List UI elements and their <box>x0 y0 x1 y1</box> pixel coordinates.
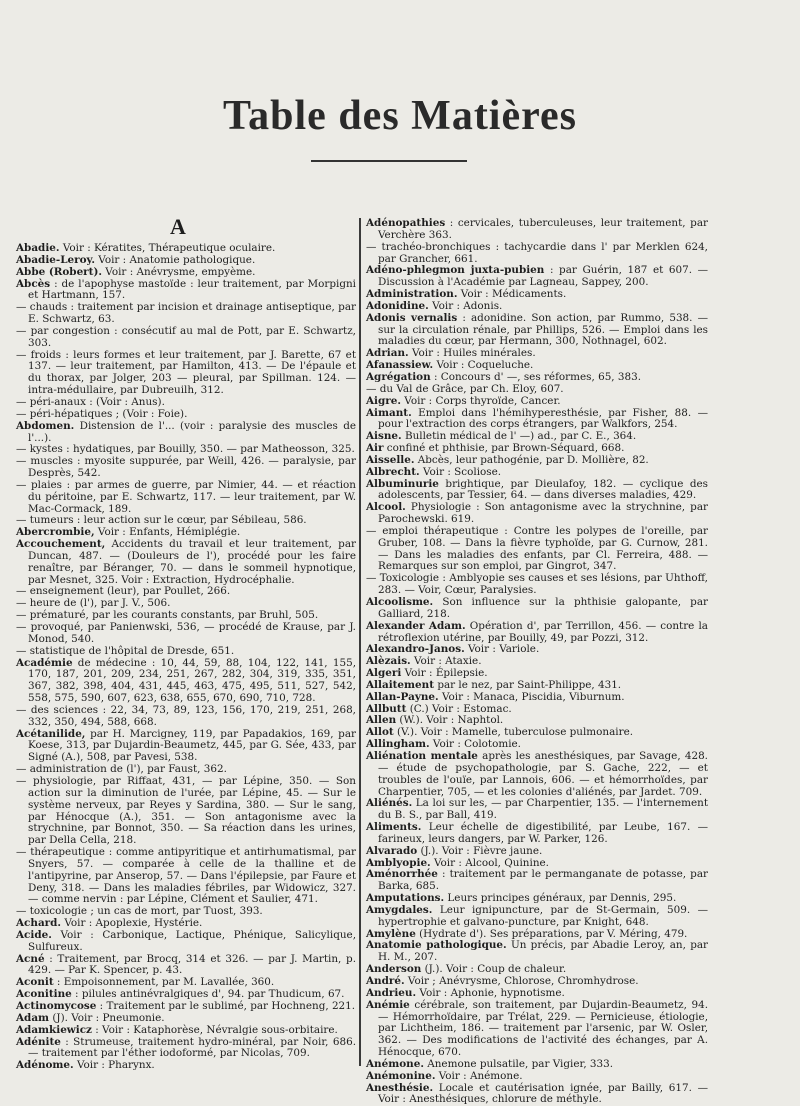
entry-text: — toxicologie ; un cas de mort, par Tuost, 393. <box>16 905 263 918</box>
entry-heading: Amblyopie. <box>366 856 431 869</box>
entry-text: Abcès, leur pathogénie, par D. Mollière, 82. <box>414 453 649 466</box>
entry-heading: Amylène <box>366 927 416 940</box>
entry-text: Voir : Enfants, Hémiplégie. <box>94 526 241 539</box>
entry-text: Bulletin médical de l' —) ad., par C. E., 364. <box>401 430 637 443</box>
entry-text: : de l'apophyse mastoïde : leur traitement, par Morpigni et Hartmann, 157. <box>28 277 356 302</box>
index-entry <box>366 798 708 822</box>
entry-text: — du Val de Grâce, par Ch. Eloy, 607. <box>366 382 564 395</box>
entry-text: Voir : Pharynx. <box>73 1059 155 1072</box>
index-entry <box>16 954 356 978</box>
entry-heading: Alèzais. <box>366 655 411 668</box>
title-divider <box>311 160 467 162</box>
section-letter: A <box>170 214 186 239</box>
entry-text: Voir : Huiles minérales. <box>408 347 536 360</box>
entry-heading: Amputations. <box>366 892 445 905</box>
index-entry <box>16 480 356 516</box>
entry-heading: Adam <box>16 1011 50 1024</box>
entry-text: Anemone pulsatile, par Vigier, 333. <box>423 1057 614 1070</box>
entry-text: (J.). Voir : Coup de chaleur. <box>421 963 567 976</box>
index-entry <box>16 847 356 906</box>
entry-text: après les anesthésiques, par Savage, 428. — étude de psychopathologie, par S. Gache, 222, — et troubles de l'ouïe, par Lannois, 606. — et hémorrhoïdes, par Charpentier, 705, — et les colonies d'aliénés, par Jardet. 709. <box>378 749 708 798</box>
entry-heading: Abercrombie, <box>16 526 95 539</box>
entry-heading: Aigre. <box>366 394 401 407</box>
entry-heading: Adonis vernalis <box>366 311 458 324</box>
entry-heading: Agrégation <box>366 370 431 383</box>
entry-text: — trachéo-bronchiques : tachycardie dans l' par Merklen 624, par Grancher, 661. <box>366 240 708 265</box>
index-entry <box>16 729 356 765</box>
entry-heading: Aconit <box>16 976 54 989</box>
entry-heading: Anémonine. <box>366 1069 436 1082</box>
entry-heading: Alexandro-Janos. <box>366 643 465 656</box>
entry-heading: Afanassiew. <box>366 359 434 372</box>
entry-text: — emploi thérapeutique : Contre les polypes de l'oreille, par Gruber, 108. — Dans la fièvre typhoïde, par G. Curnow, 281. — Dans les maladies des enfants, par Cl. Ferreira, 488. — Remarques sur son emploi, par Gingrot, 347. <box>366 524 708 573</box>
index-entry <box>366 1000 708 1059</box>
entry-text: par H. Marcigney, 119, par Papadakios, 169, par Koese, 313, par Dujardin-Beaumetz, 445, par G. Sée, 433, par Signé (A.), 508, par Pavesi, 538. <box>28 727 356 764</box>
entry-heading: Allaitement <box>366 678 435 691</box>
entry-text: Voir : Carbonique, Lactique, Phénique, Salicylique, Sulfureux. <box>28 928 356 953</box>
entry-heading: Achard. <box>16 917 62 930</box>
entry-text: (C.) Voir : Estomac. <box>406 702 512 715</box>
entry-heading: Aménorrhée <box>366 868 438 881</box>
index-entry <box>366 242 708 266</box>
entry-heading: Aliments. <box>366 821 422 834</box>
entry-heading: Adonidine. <box>366 299 429 312</box>
entry-text: Leur ignipuncture, par de St-Germain, 509. — hypertrophie et galvano-puncture, par Knight, 648. <box>378 903 708 928</box>
entry-text: — péri-hépatiques ; (Voir : Foie). <box>16 407 188 420</box>
index-entry <box>16 705 356 729</box>
entry-heading: Adénopathies <box>366 217 446 229</box>
index-entry <box>366 265 708 289</box>
index-entry <box>16 456 356 480</box>
entry-text: : Traitement par le sublimé, par Hochneng, 221. <box>96 1000 356 1012</box>
entry-text: Leur échelle de digestibilité, par Leube, 167. — farineux, leurs dangers, par W. Parker, 126. <box>378 821 708 845</box>
entry-heading: Albrecht. <box>366 465 420 478</box>
entry-heading: Abbe (Robert). <box>16 265 102 278</box>
index-entry <box>16 776 356 847</box>
entry-heading: Aisselle. <box>366 453 415 466</box>
entry-text: : pilules antinévralgiques d', 94. par Thudicum, 67. <box>71 988 345 1001</box>
entry-text: — statistique de l'hôpital de Dresde, 651. <box>16 644 235 657</box>
entry-text: : Strumeuse, traitement hydro-minéral, par Noir, 686. — traitement par l'éther iodoformé, par Nicolas, 709. <box>28 1035 356 1060</box>
entry-heading: Alcoolisme. <box>366 596 434 608</box>
entry-heading: Alvarado <box>366 844 418 857</box>
entry-heading: Allen <box>366 714 397 727</box>
index-entry <box>366 502 708 526</box>
left-column <box>16 242 356 1072</box>
entry-text: — des sciences : 22, 34, 73, 89, 123, 156, 170, 219, 251, 268, 332, 350, 494, 588, 668. <box>16 703 356 728</box>
right-column <box>366 217 709 1106</box>
entry-text: : adonidine. Son action, par Rummo, 538. — sur la circulation rénale, par Phillips, 526. — Emploi dans les maladies du cœur, par Hermann, 300, Nothnagel, 602. <box>378 311 708 348</box>
entry-text: par le nez, par Saint-Philippe, 431. <box>434 678 622 691</box>
entry-text: Voir : Médicaments. <box>457 288 567 301</box>
entry-text: Voir : Épilepsie. <box>401 667 488 680</box>
entry-text: — Toxicologie : Amblyopie ses causes et ses lésions, par Uhthoff, 283. — Voir, Cœur, Paralysies. <box>366 572 708 597</box>
entry-text: : traitement par le permanganate de potasse, par Barka, 685. <box>378 868 708 893</box>
entry-text: — heure de (l'), par J. V., 506. <box>16 597 171 610</box>
index-entry <box>16 539 356 586</box>
entry-heading: Acide. <box>16 928 52 941</box>
index-entry <box>366 573 708 597</box>
entry-heading: Actinomycose <box>16 1000 97 1012</box>
entry-heading: Anémie <box>366 998 410 1011</box>
entry-heading: Acné <box>16 952 45 965</box>
entry-text: Voir : Apoplexie, Hystérie. <box>61 917 203 930</box>
entry-text: — physiologie, par Riffaat, 431, — par Lépine, 350. — Son action sur la diminution de l'urée, par Lépine, 45. — Sur le système nerveux, par Reyes y Sardina, 380. — Sur le sang, par Hénocque (A.), 351. — Son antagonisme avec la strychnine, par Bonnot, 350. — Sa réaction dans les urines, par Della Cella, 218. <box>16 774 356 847</box>
entry-text: (V.). Voir : Mamelle, tuberculose pulmonaire. <box>393 726 634 739</box>
entry-heading: Acétanilide, <box>16 727 86 740</box>
index-entry <box>366 940 708 964</box>
entry-text: Voir : Adonis. <box>428 299 503 312</box>
index-entry <box>366 408 708 432</box>
index-entry <box>366 905 708 929</box>
entry-text: Locale et cautérisation ignée, par Bailly, 617. — Voir : Anesthésiques, chlorure de méthyle. <box>378 1081 708 1106</box>
entry-text: : par Guérin, 187 et 607. — Discussion à l'Académie par Lagneau, Sappey, 200. <box>378 264 709 289</box>
entry-heading: André. <box>366 975 405 987</box>
entry-text: Voir : Aphonie, hypnotisme. <box>416 986 565 999</box>
entry-text: — provoqué, par Panienwski, 536, — procédé de Krause, par J. Monod, 540. <box>16 621 356 645</box>
entry-text: : Voir : Kataphorèse, Névralgie sous-orbitaire. <box>91 1023 338 1036</box>
entry-text: Leurs principes généraux, par Dennis, 295. <box>444 892 677 905</box>
entry-text: Voir : Manaca, Piscidia, Viburnum. <box>438 690 625 703</box>
entry-text: de médecine : 10, 44, 59, 88, 104, 122, 141, 155, 170, 187, 201, 209, 234, 251, 267, 282, 304, 319, 335, 351, 367, 382, 398, 404, 431, 445, 463, 475, 495, 511, 527, 542, 558, 575, 590, 607, 623, 638, 655, 670, 690, 710, 728. <box>28 656 356 705</box>
entry-text: — muscles : myosite suppurée, par Weill, 426. — paralysie, par Desprès, 542. <box>16 455 356 480</box>
index-entry <box>16 350 356 397</box>
entry-text: Voir : Variole. <box>464 643 540 656</box>
entry-text: — enseignement (leur), par Poullet, 266. <box>16 585 231 598</box>
entry-heading: Anémone. <box>366 1057 424 1070</box>
entry-text: Un précis, par Abadie Leroy, an, par H. M., 207. <box>378 939 709 964</box>
entry-heading: Abadie-Leroy. <box>16 253 95 266</box>
index-entry <box>16 302 356 326</box>
entry-heading: Anatomie pathologique. <box>366 939 507 952</box>
entry-heading: Algeri <box>366 667 402 680</box>
entry-text: — plaies : par armes de guerre, par Nimier, 44. — et réaction du péritoine, par E. Schwartz, 117. — leur traitement, par W. Mac-Cormack, 189. <box>16 478 356 515</box>
entry-text: cérébrale, son traitement, par Dujardin-Beaumetz, 94. — Hémorrhoïdaire, par Trélat, 229. — Pernicieuse, étiologie, par Lichtheim, 186. — traitement par l'arsenic, par W. Osler, 362. — Des modifications de l'activité des échanges, par A. Hénocque, 670. <box>378 998 708 1059</box>
entry-text: Opération d', par Terrillon, 456. — contre la rétroflexion utérine, par Bouilly, 49, par Pozzi, 312. <box>378 619 708 644</box>
entry-heading: Aimant. <box>366 406 412 419</box>
entry-text: Voir ; Anévrysme, Chlorose, Chromhydrose. <box>404 975 639 987</box>
entry-text: : Empoisonnement, par M. Lavallée, 360. <box>53 976 275 989</box>
entry-text: — tumeurs : leur action sur le cœur, par Sébileau, 586. <box>16 514 307 527</box>
entry-heading: Adrian. <box>366 347 409 360</box>
index-entry <box>366 751 708 798</box>
page-title: Table des Matières <box>223 93 577 139</box>
entry-heading: Adamkiewicz <box>16 1023 92 1036</box>
entry-text: confiné et phthisie, par Brown-Séquard, 668. <box>383 442 625 455</box>
entry-text: (Hydrate d'). Ses préparations, par V. Méring, 479. <box>415 927 688 940</box>
entry-heading: Allbutt <box>366 702 407 715</box>
index-entry <box>16 930 356 954</box>
index-entry <box>16 1060 356 1072</box>
entry-text: : Concours d' —, ses réformes, 65, 383. <box>430 370 642 383</box>
entry-heading: Andrieu. <box>366 986 417 999</box>
entry-text: (J). Voir : Pneumonie. <box>49 1011 165 1024</box>
index-entry <box>16 622 356 646</box>
index-entry <box>16 326 356 350</box>
index-entry <box>16 279 356 303</box>
entry-heading: Amygdales. <box>366 903 433 916</box>
index-entry <box>366 479 708 503</box>
entry-text: — administration de (l'), par Faust, 362. <box>16 763 227 776</box>
entry-text: Voir : Corps thyroïde, Cancer. <box>400 394 561 407</box>
entry-text: : cervicales, tuberculeuses, leur traitement, par Verchère 363. <box>378 217 708 241</box>
entry-text: (J.). Voir : Fièvre jaune. <box>417 844 543 857</box>
entry-text: : Traitement, par Brocq, 314 et 326. — par J. Martin, p. 429. — Par K. Spencer, p. 43. <box>28 952 356 977</box>
index-entry <box>16 1037 356 1061</box>
entry-text: (W.). Voir : Naphtol. <box>396 714 504 727</box>
entry-text: Emploi dans l'hémihyperesthésie, par Fisher, 88. — pour l'extraction des corps étrangers, par Walkfors, 254. <box>378 406 708 431</box>
entry-text: — prématuré, par les courants constants, par Bruhl, 505. <box>16 609 319 622</box>
entry-heading: Allot <box>366 726 394 739</box>
entry-text: — péri-anaux : (Voir : Anus). <box>16 395 165 408</box>
entry-heading: Adénite <box>16 1035 61 1048</box>
entry-heading: Abadie. <box>16 242 60 254</box>
entry-heading: Allingham. <box>366 738 430 751</box>
entry-heading: Accouchement, <box>16 538 106 551</box>
entry-heading: Aliénation mentale <box>366 749 478 762</box>
entry-text: Voir : Ataxie. <box>410 655 482 668</box>
entry-text: — kystes : hydatiques, par Bouilly, 350. — par Matheosson, 325. <box>16 443 355 456</box>
index-entry <box>16 658 356 705</box>
entry-text: Accidents du travail et leur traitement, par Duncan, 487. — (Douleurs de l'), procédé pour les faire renaître, par Béranger, 70. — dans le sommeil hypnotique, par Mesnet, 325. Voir : Extraction, Hydrocéphalie. <box>28 538 356 586</box>
index-entry <box>366 869 708 893</box>
index-entry <box>16 421 356 445</box>
entry-text: — par congestion : consécutif au mal de Pott, par E. Schwartz, 303. <box>16 324 356 349</box>
entry-text: Distension de l'... (voir : paralysie des muscles de l'...). <box>28 419 356 444</box>
index-entry <box>366 822 708 846</box>
entry-heading: Abcès <box>16 277 51 290</box>
entry-heading: Allan-Payne. <box>366 690 439 703</box>
entry-heading: Aisne. <box>366 430 402 443</box>
entry-heading: Adéno-phlegmon juxta-pubien <box>366 264 545 277</box>
entry-text: brightique, par Dieulafoy, 182. — cyclique des adolescents, par Tessier, 64. — dans diverses maladies, 429. <box>378 477 708 502</box>
index-entry <box>366 526 708 573</box>
index-entry <box>366 218 708 242</box>
entry-heading: Aconitine <box>16 988 72 1001</box>
entry-text: Physiologie : Son antagonisme avec la strychnine, par Parochewski. 619. <box>378 501 708 526</box>
index-entry <box>366 313 708 349</box>
entry-heading: Abdomen. <box>16 419 75 432</box>
entry-heading: Air <box>366 442 384 455</box>
entry-text: — thérapeutique : comme antipyritique et antirhumatismal, par Snyers, 57. — comparée à celle de la thalline et de l'antipyrine, par Anserop, 57. — Dans l'épilepsie, par Faure et Deny, 318. — Dans les maladies fébriles, par Widowicz, 327. — comme nervin : par Lépine, Clément et Saulier, 471. <box>16 846 356 906</box>
entry-text: Voir : Alcool, Quinine. <box>430 856 549 869</box>
entry-heading: Académie <box>16 656 73 669</box>
entry-heading: Anesthésie. <box>366 1081 434 1094</box>
index-entry <box>366 597 708 621</box>
index-entry <box>366 1083 708 1106</box>
entry-text: Voir : Anatomie pathologique. <box>94 253 256 266</box>
entry-text: Voir : Coqueluche. <box>433 359 534 372</box>
entry-heading: Aliénés. <box>366 797 413 810</box>
entry-text: Voir : Anémone. <box>435 1069 523 1082</box>
entry-text: — froids : leurs formes et leur traitement, par J. Barette, 67 et 137. — leur traitement, par Hamilton, 413. — De l'épaule et du thorax, par Jolger, 203 — pleural, par Spillman. 124. — intra-médullaire, par Dubreuilh, 312. <box>16 348 356 397</box>
entry-heading: Alcool. <box>366 501 406 514</box>
entry-heading: Anderson <box>366 963 422 976</box>
entry-text: — chauds : traitement par incision et drainage antiseptique, par E. Schwartz, 63. <box>16 301 356 326</box>
entry-heading: Alexander Adam. <box>366 619 466 632</box>
entry-text: Voir : Kératites, Thérapeutique oculaire. <box>59 242 276 254</box>
entry-heading: Administration. <box>366 288 458 301</box>
column-divider <box>359 218 361 1066</box>
entry-heading: Albuminurie <box>366 477 439 490</box>
entry-text: Voir : Colotomie. <box>429 738 521 751</box>
entry-text: La loi sur les, — par Charpentier, 135. — l'internement du B. S., par Ball, 419. <box>378 797 708 822</box>
index-entry <box>366 621 708 645</box>
entry-text: Voir : Anévrysme, empyème. <box>102 265 256 278</box>
entry-heading: Adénome. <box>16 1059 74 1072</box>
entry-text: Voir : Scoliose. <box>419 465 502 478</box>
entry-text: Son influence sur la phthisie galopante, par Galliard, 218. <box>378 596 708 620</box>
